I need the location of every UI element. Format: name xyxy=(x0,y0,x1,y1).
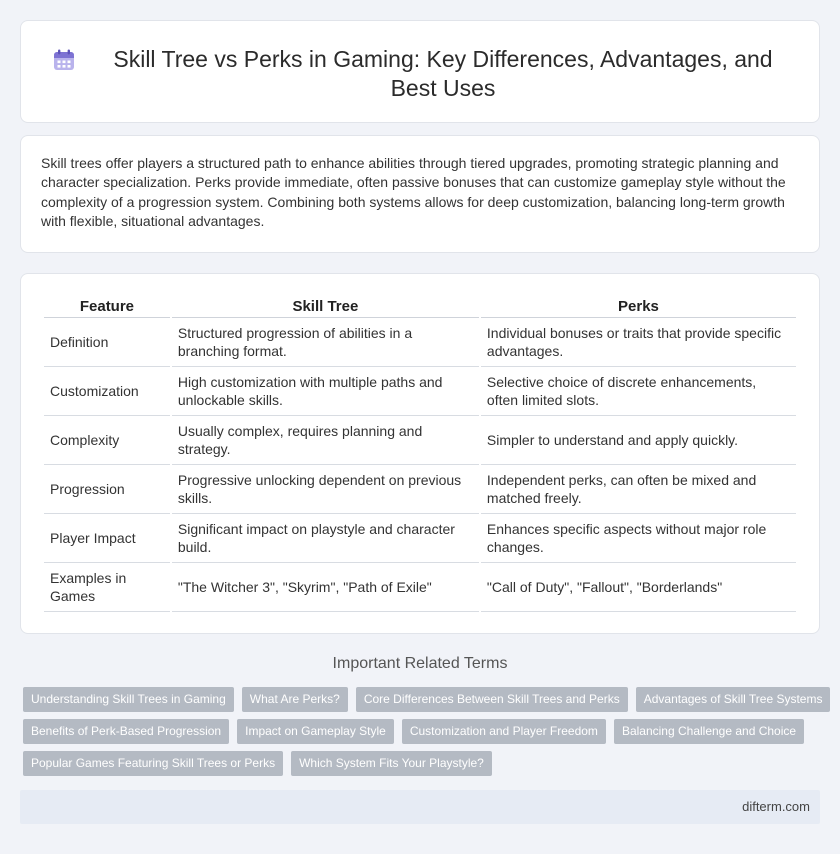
row-skill-tree: Structured progression of abilities in a branching format. xyxy=(172,318,479,367)
related-terms-title: Important Related Terms xyxy=(332,655,508,672)
row-skill-tree: High customization with multiple paths and unlockable skills. xyxy=(172,367,479,416)
tag-row xyxy=(23,719,823,751)
row-perks: Independent perks, can often be mixed and matched freely. xyxy=(481,465,796,514)
table-row xyxy=(44,318,796,367)
header-skill-tree: Skill Tree xyxy=(172,296,479,318)
tag-link[interactable]: Balancing Challenge and Choice xyxy=(614,719,804,744)
row-feature: Complexity xyxy=(44,416,170,465)
row-perks: Enhances specific aspects without major role changes. xyxy=(481,514,796,563)
table-header-row xyxy=(44,296,796,318)
header-perks: Perks xyxy=(481,296,796,318)
comparison-card xyxy=(20,273,820,634)
tag-link[interactable]: Impact on Gameplay Style xyxy=(237,719,394,744)
row-perks: Simpler to understand and apply quickly. xyxy=(481,416,796,465)
page-title: Skill Tree vs Perks in Gaming: Key Differences, Advantages, and Best Uses xyxy=(113,46,773,101)
tag-link[interactable]: Benefits of Perk-Based Progression xyxy=(23,719,229,744)
tag-row xyxy=(23,687,823,719)
row-skill-tree: Progressive unlocking dependent on previous skills. xyxy=(172,465,479,514)
row-feature: Customization xyxy=(44,367,170,416)
table-row xyxy=(44,465,796,514)
row-skill-tree: Significant impact on playstyle and character build. xyxy=(172,514,479,563)
footer xyxy=(20,790,820,824)
header-card xyxy=(20,20,820,123)
row-feature: Definition xyxy=(44,318,170,367)
tag-link[interactable]: Advantages of Skill Tree Systems xyxy=(636,687,831,712)
tag-link[interactable]: Understanding Skill Trees in Gaming xyxy=(23,687,234,712)
row-perks: Selective choice of discrete enhancements, often limited slots. xyxy=(481,367,796,416)
intro-card xyxy=(20,135,820,253)
row-skill-tree: Usually complex, requires planning and strategy. xyxy=(172,416,479,465)
table-row xyxy=(44,514,796,563)
table-row xyxy=(44,563,796,612)
table-row xyxy=(44,367,796,416)
tag-link[interactable]: Popular Games Featuring Skill Trees or Perks xyxy=(23,751,283,776)
row-feature: Examples in Games xyxy=(44,563,170,612)
related-terms-tags xyxy=(23,687,823,783)
tag-row xyxy=(23,751,823,783)
calendar-icon xyxy=(52,48,76,72)
row-feature: Progression xyxy=(44,465,170,514)
row-feature: Player Impact xyxy=(44,514,170,563)
tag-link[interactable]: Core Differences Between Skill Trees and Perks xyxy=(356,687,628,712)
row-skill-tree: "The Witcher 3", "Skyrim", "Path of Exile" xyxy=(172,563,479,612)
header-feature: Feature xyxy=(44,296,170,318)
tag-link[interactable]: What Are Perks? xyxy=(242,687,348,712)
footer-site-link[interactable]: difterm.com xyxy=(742,799,810,814)
comparison-table xyxy=(42,296,798,612)
table-row xyxy=(44,416,796,465)
tag-link[interactable]: Which System Fits Your Playstyle? xyxy=(291,751,492,776)
row-perks: "Call of Duty", "Fallout", "Borderlands" xyxy=(481,563,796,612)
row-perks: Individual bonuses or traits that provide specific advantages. xyxy=(481,318,796,367)
intro-paragraph: Skill trees offer players a structured path to enhance abilities through tiered upgrades, promoting strategic planning and character specialization. Perks provide immediate, often passive bonuses that can customize gameplay style without the complexity of a progression system. Combining both systems allows for deep customization, balancing long-term growth with flexible, situational advantages. xyxy=(41,155,786,230)
tag-link[interactable]: Customization and Player Freedom xyxy=(402,719,606,744)
